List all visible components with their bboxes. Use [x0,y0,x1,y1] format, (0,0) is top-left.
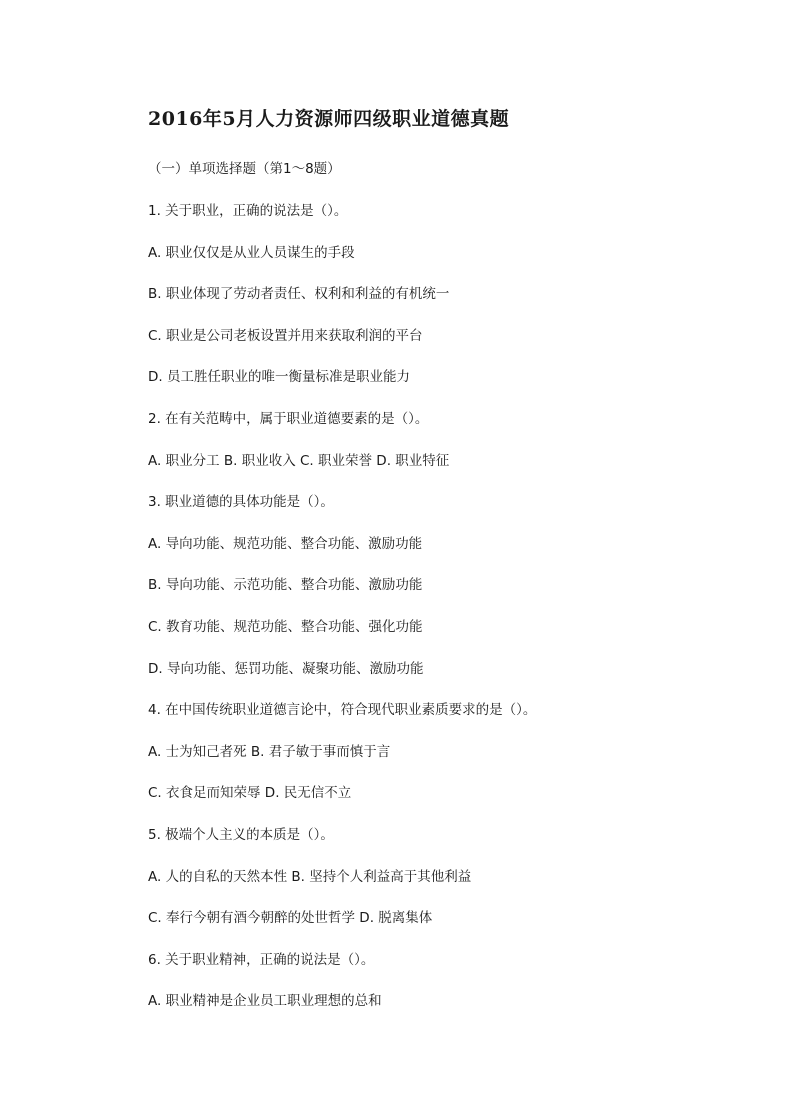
document-title: 2016年5月人力资源师四级职业道德真题 [148,108,510,130]
question-5-options-ab: A. 人的自私的天然本性 B. 坚持个人利益高于其他利益 [148,869,472,885]
question-3-option-a: A. 导向功能、规范功能、整合功能、激励功能 [148,536,423,552]
question-6-option-a: A. 职业精神是企业员工职业理想的总和 [148,993,382,1009]
question-4: 4. 在中国传统职业道德言论中，符合现代职业素质要求的是（）。 [148,702,537,718]
question-3: 3. 职业道德的具体功能是（）。 [148,494,334,510]
question-4-options-ab: A. 士为知己者死 B. 君子敏于事而慎于言 [148,744,391,760]
question-3-option-b: B. 导向功能、示范功能、整合功能、激励功能 [148,577,423,593]
question-1-option-d: D. 员工胜任职业的唯一衡量标准是职业能力 [148,369,410,385]
question-2: 2. 在有关范畴中，属于职业道德要素的是（）。 [148,411,429,427]
question-5-options-cd: C. 奉行今朝有酒今朝醉的处世哲学 D. 脱离集体 [148,910,433,926]
question-5: 5. 极端个人主义的本质是（）。 [148,827,334,843]
question-1-option-a: A. 职业仅仅是从业人员谋生的手段 [148,245,355,261]
question-3-option-d: D. 导向功能、惩罚功能、凝聚功能、激励功能 [148,661,424,677]
question-1: 1. 关于职业，正确的说法是（）。 [148,203,348,219]
question-6: 6. 关于职业精神，正确的说法是（）。 [148,952,375,968]
question-2-options: A. 职业分工 B. 职业收入 C. 职业荣誉 D. 职业特征 [148,453,450,469]
question-4-options-cd: C. 衣食足而知荣辱 D. 民无信不立 [148,785,352,801]
question-1-option-b: B. 职业体现了劳动者责任、权利和利益的有机统一 [148,286,450,302]
section-heading: （一）单项选择题（第1～8题） [148,161,341,177]
question-3-option-c: C. 教育功能、规范功能、整合功能、强化功能 [148,619,423,635]
question-1-option-c: C. 职业是公司老板设置并用来获取利润的平台 [148,328,423,344]
